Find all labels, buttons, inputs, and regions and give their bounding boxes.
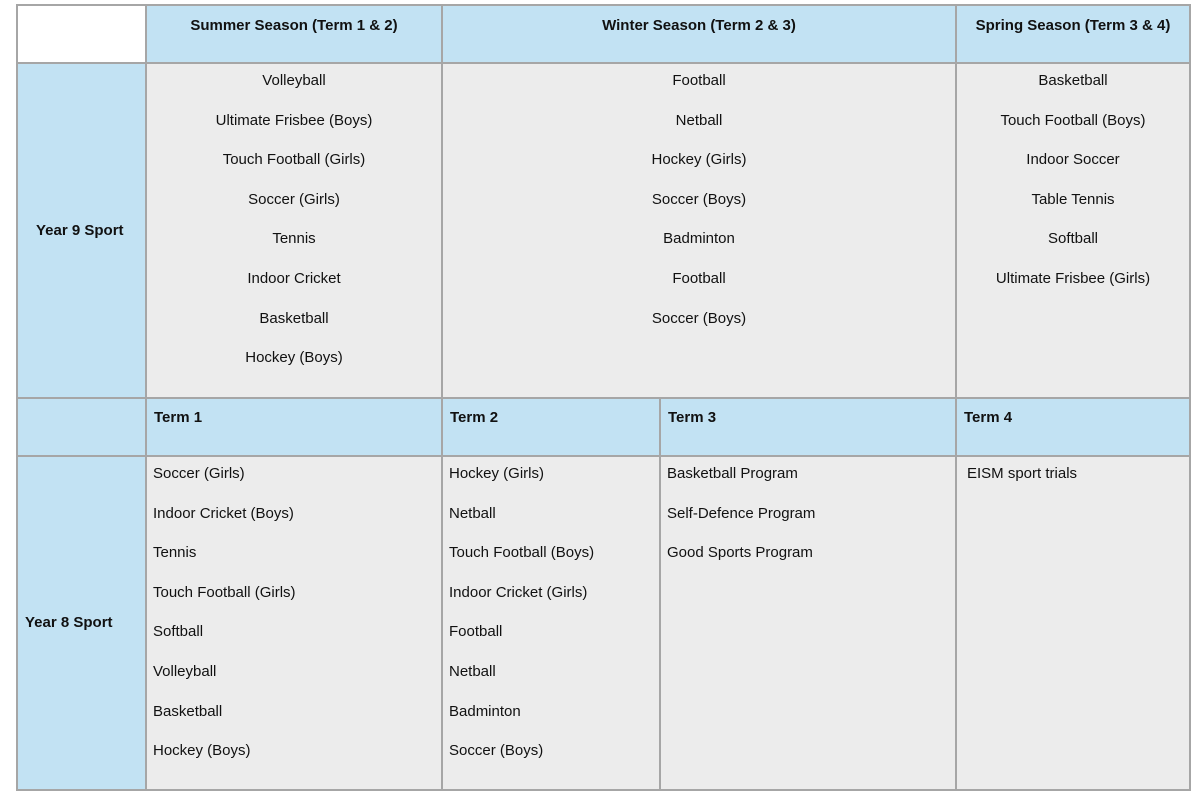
- list-item: Volleyball: [262, 72, 326, 89]
- year8-term1-cell: [145, 455, 443, 791]
- list-item: Softball: [153, 623, 204, 641]
- year8-row-label: Year 8 Sport: [25, 614, 113, 631]
- list-item: Netball: [449, 662, 496, 680]
- list-item: Indoor Soccer: [1026, 151, 1120, 169]
- year8-row-label-cell: [16, 455, 147, 791]
- list-item: Tennis: [153, 544, 197, 562]
- term-header-blank-cell: [16, 397, 147, 457]
- winter-season-header-label: Winter Season (Term 2 & 3): [602, 17, 796, 34]
- year8-term1-list: [147, 457, 441, 781]
- list-item: Touch Football (Girls): [153, 583, 296, 601]
- corner-blank-cell: [16, 4, 147, 64]
- list-item: Netball: [675, 111, 723, 129]
- term3-header: [659, 397, 957, 457]
- list-item: Softball: [1047, 230, 1099, 248]
- list-item: Indoor Cricket: [247, 269, 341, 287]
- summer-season-header: [145, 4, 443, 64]
- year9-winter-list: [443, 64, 955, 348]
- list-item: Indoor Cricket (Girls): [449, 583, 588, 601]
- list-item: Basketball Program: [667, 465, 798, 482]
- list-item: Soccer (Boys): [449, 742, 544, 760]
- year9-summer-cell: [145, 62, 443, 399]
- list-item: Basketball: [153, 702, 223, 720]
- year8-term3-list: [661, 457, 955, 583]
- year8-term3-cell: [659, 455, 957, 791]
- winter-season-header: [441, 4, 957, 64]
- list-item: Badminton: [663, 230, 735, 248]
- list-item: Soccer (Girls): [248, 190, 340, 208]
- year9-summer-list: [147, 64, 441, 388]
- list-item: Soccer (Boys): [651, 309, 747, 327]
- list-item: Self-Defence Program: [667, 504, 816, 522]
- term1-header: [145, 397, 443, 457]
- list-item: Indoor Cricket (Boys): [153, 504, 294, 522]
- year9-row-label-cell: [16, 62, 147, 399]
- list-item: Tennis: [272, 230, 316, 248]
- term2-header: [441, 397, 661, 457]
- year8-term4-cell: [955, 455, 1191, 791]
- list-item: Touch Football (Boys): [1000, 111, 1146, 129]
- spring-season-header-label: Spring Season (Term 3 & 4): [975, 17, 1171, 34]
- list-item: Touch Football (Girls): [222, 151, 366, 169]
- list-item: Basketball: [1038, 72, 1108, 89]
- summer-season-header-label: Summer Season (Term 1 & 2): [190, 17, 398, 34]
- term1-header-label: Term 1: [154, 409, 203, 426]
- list-item: Football: [449, 623, 503, 641]
- term2-header-label: Term 2: [450, 409, 499, 426]
- list-item: Soccer (Girls): [153, 465, 245, 482]
- list-item: Hockey (Boys): [153, 742, 251, 760]
- list-item: EISM sport trials: [967, 465, 1078, 482]
- year8-term2-list: [443, 457, 659, 781]
- list-item: Hockey (Girls): [449, 465, 545, 482]
- year9-spring-cell: [955, 62, 1191, 399]
- year9-row-label: Year 9 Sport: [36, 221, 124, 239]
- list-item: Basketball: [259, 309, 329, 327]
- year9-winter-cell: [441, 62, 957, 399]
- list-item: Football: [672, 72, 726, 89]
- list-item: Soccer (Boys): [651, 190, 747, 208]
- year9-spring-list: [957, 64, 1189, 309]
- list-item: Hockey (Girls): [651, 151, 747, 169]
- term4-header: [955, 397, 1191, 457]
- list-item: Netball: [449, 504, 496, 522]
- list-item: Hockey (Boys): [245, 349, 343, 367]
- list-item: Volleyball: [153, 662, 217, 680]
- year8-term4-list: [957, 457, 1189, 504]
- year8-term2-cell: [441, 455, 661, 791]
- list-item: Football: [672, 269, 726, 287]
- term3-header-label: Term 3: [668, 409, 717, 426]
- list-item: Good Sports Program: [667, 544, 813, 562]
- term4-header-label: Term 4: [964, 409, 1013, 426]
- list-item: Touch Football (Boys): [449, 544, 595, 562]
- list-item: Ultimate Frisbee (Boys): [215, 111, 373, 129]
- list-item: Table Tennis: [1031, 190, 1115, 208]
- list-item: Badminton: [449, 702, 521, 720]
- spring-season-header: [955, 4, 1191, 64]
- list-item: Ultimate Frisbee (Girls): [995, 269, 1151, 287]
